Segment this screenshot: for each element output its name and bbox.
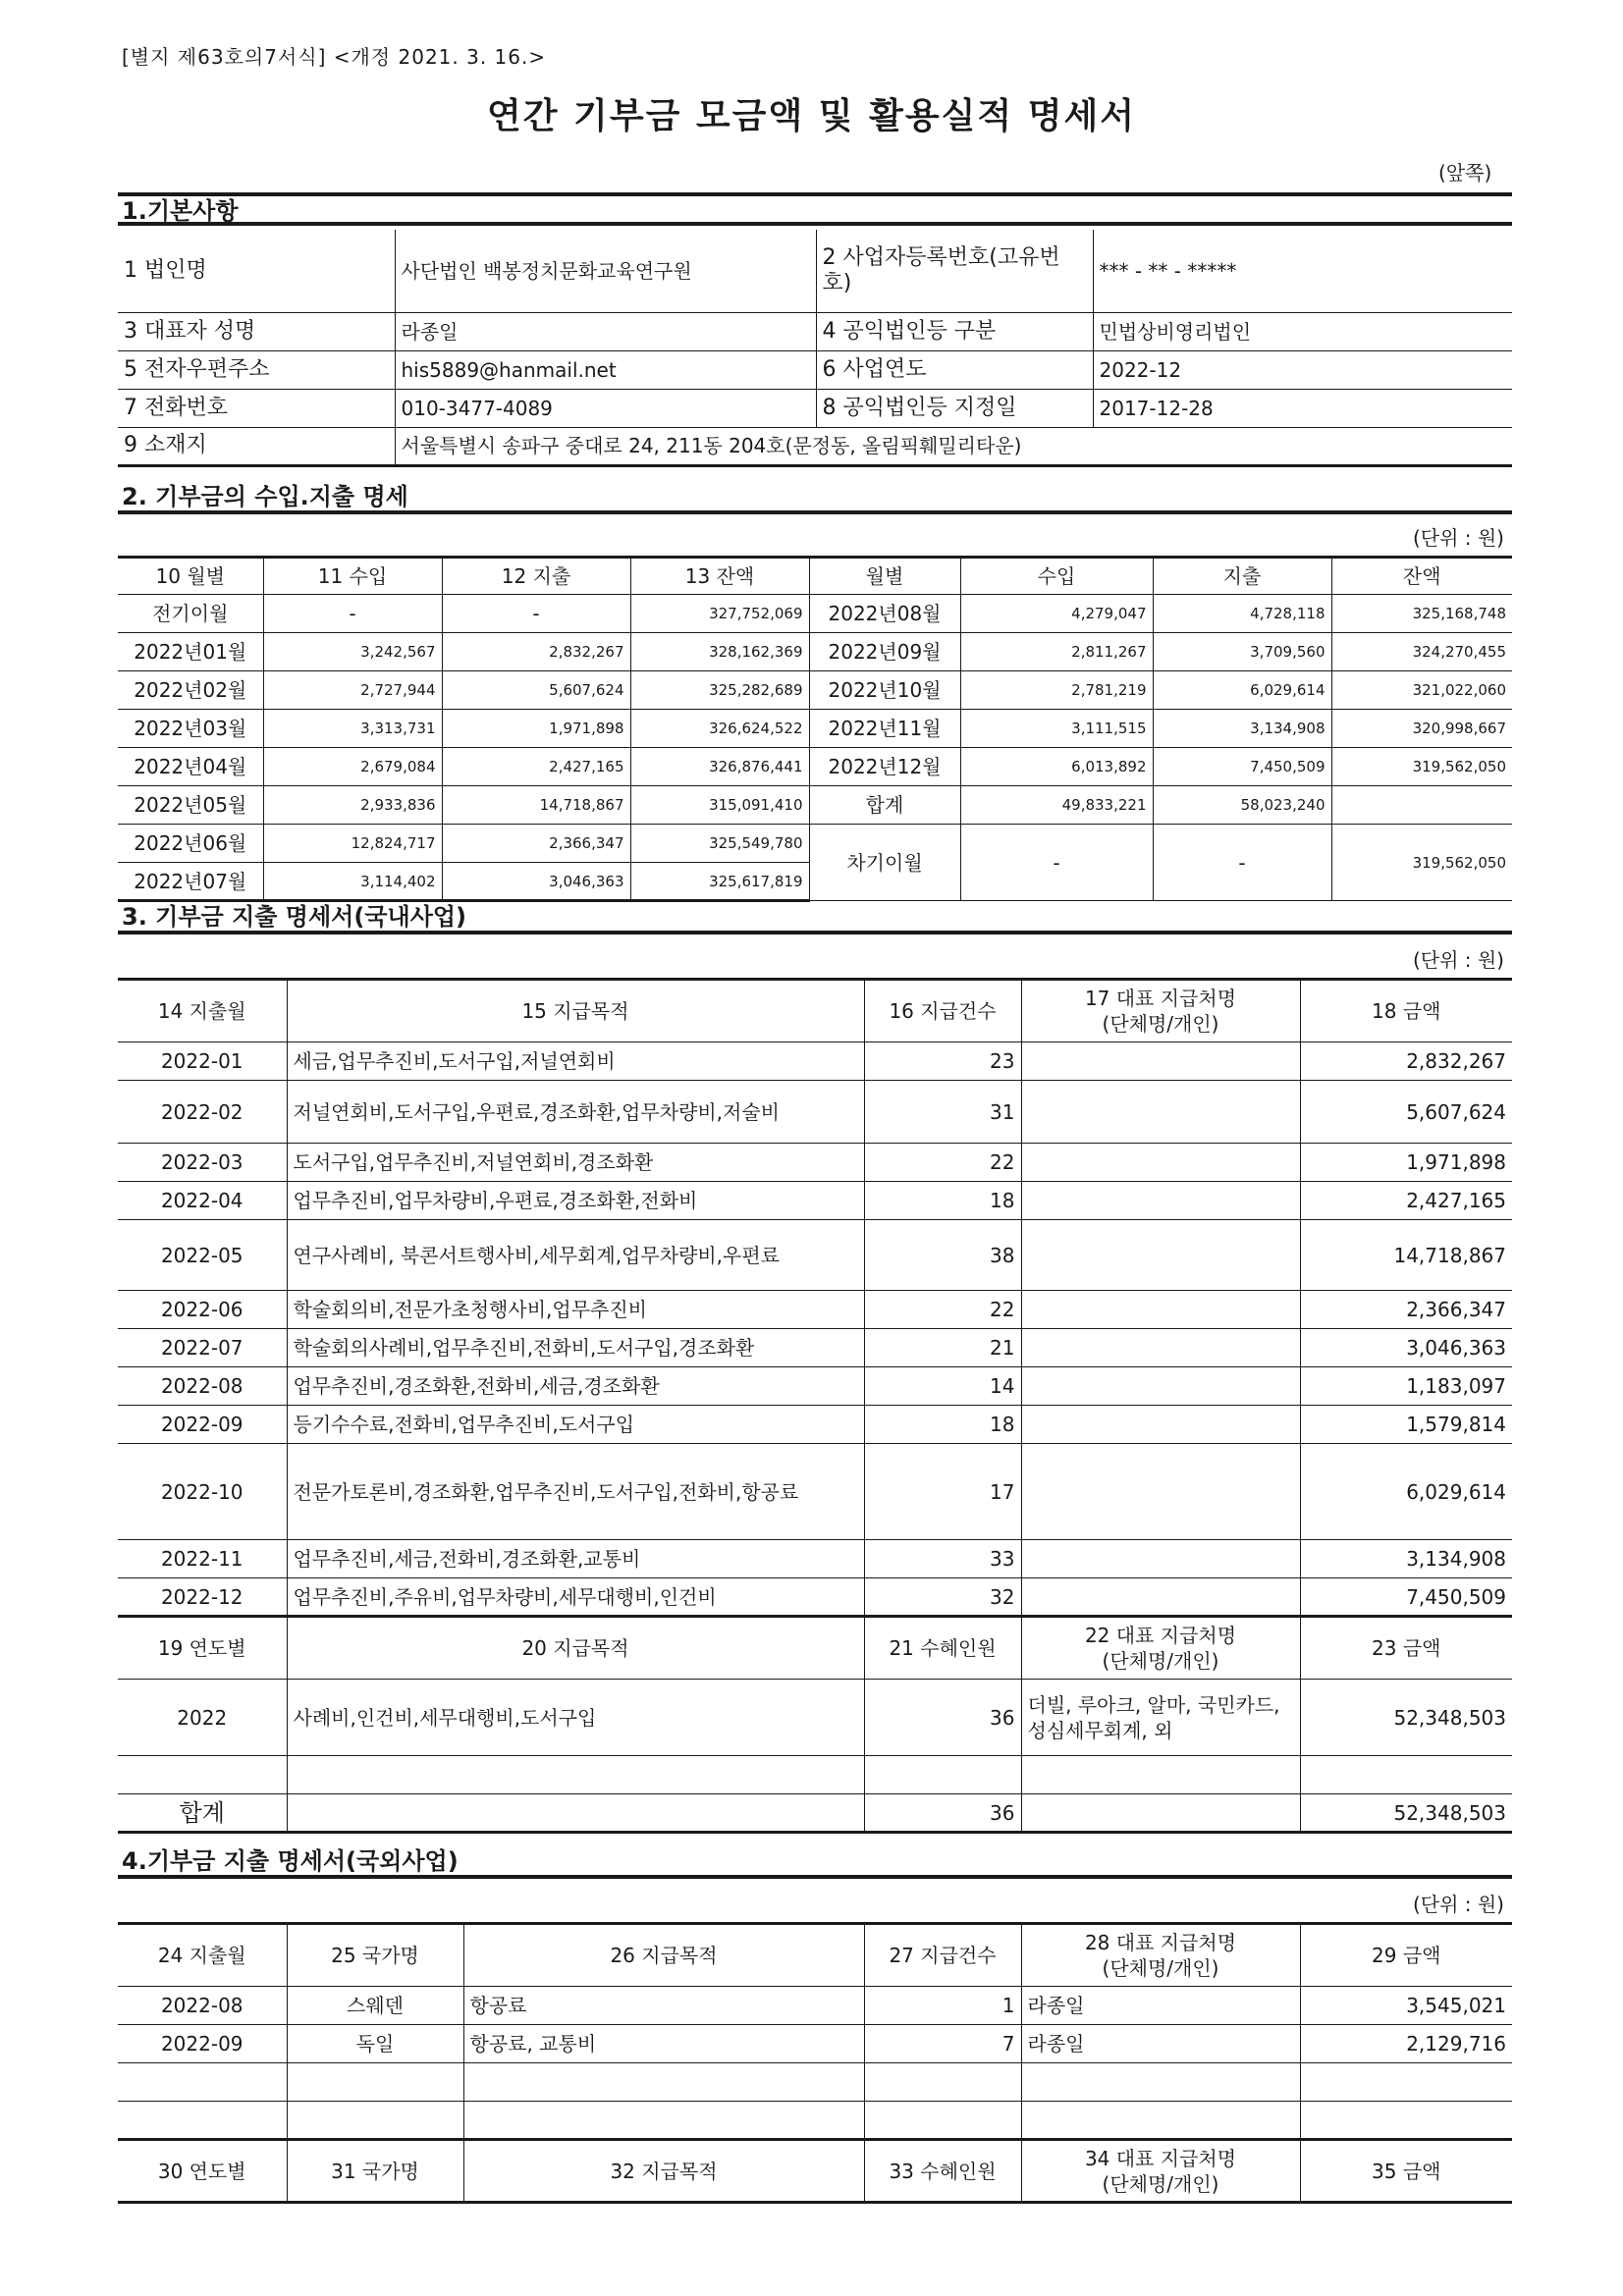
expense-total-cell: 58,023,240 xyxy=(1153,786,1331,825)
balance-cell: 319,562,050 xyxy=(1331,748,1512,786)
table-row xyxy=(118,2025,1512,2063)
balance-cell: 325,168,748 xyxy=(1331,595,1512,633)
representative-value: 라종일 xyxy=(395,312,816,350)
total-recipient-cell xyxy=(1021,1794,1300,1833)
col-income-header: 11 수입 xyxy=(263,558,442,595)
purpose-cell: 전문가토론비,경조화환,업무추진비,도서구입,전화비,항공료 xyxy=(287,1444,864,1540)
month-cell: 2022-02 xyxy=(118,1081,287,1144)
amount-cell: 1,183,097 xyxy=(1300,1367,1512,1406)
total-amount-cell: 52,348,503 xyxy=(1300,1794,1512,1833)
month-cell: 2022년05월 xyxy=(118,786,263,825)
month-cell: 2022년02월 xyxy=(118,671,263,710)
fiscal-year-value: 2022-12 xyxy=(1093,350,1512,389)
col-amount-header: 35 금액 xyxy=(1300,2140,1512,2203)
corp-name-label: 1 법인명 xyxy=(118,230,395,312)
expense-cell: 1,971,898 xyxy=(442,710,630,748)
carry-forward-balance: 319,562,050 xyxy=(1331,825,1512,901)
count-cell: 7 xyxy=(864,2025,1021,2063)
col-country-header: 25 국가명 xyxy=(287,1924,463,1987)
purpose-cell: 항공료, 교통비 xyxy=(463,2025,864,2063)
amount-cell: 3,134,908 xyxy=(1300,1540,1512,1578)
recipient-cell xyxy=(1021,1144,1300,1182)
col-recipient-header: 28 대표 지급처명 (단체명/개인) xyxy=(1021,1924,1300,1987)
corp-type-value: 민법상비영리법인 xyxy=(1093,312,1512,350)
recipient-cell xyxy=(1021,1182,1300,1220)
month-cell: 2022년09월 xyxy=(809,633,960,671)
amount-cell: 1,971,898 xyxy=(1300,1144,1512,1182)
table-row xyxy=(118,1578,1512,1617)
section-3-title: 3. 기부금 지출 명세서(국내사업) xyxy=(118,901,1512,934)
balance-cell: 326,624,522 xyxy=(630,710,809,748)
income-cell: 3,313,731 xyxy=(263,710,442,748)
income-expense-table xyxy=(118,556,1512,902)
count-cell: 21 xyxy=(864,1329,1021,1367)
table-row xyxy=(118,1406,1512,1444)
form-number: [별지 제63호의7서식] <개정 2021. 3. 16.> xyxy=(122,45,547,69)
corp-type-label: 4 공익법인등 구분 xyxy=(816,312,1093,350)
section-2-unit: (단위 : 원) xyxy=(1412,526,1504,550)
basic-info-row xyxy=(118,389,1512,427)
col-beneficiary-header: 21 수혜인원 xyxy=(864,1617,1021,1680)
phone-label: 7 전화번호 xyxy=(118,389,395,427)
amount-cell: 3,046,363 xyxy=(1300,1329,1512,1367)
designation-date-label: 8 공익법인등 지정일 xyxy=(816,389,1093,427)
expense-cell: 2,366,347 xyxy=(442,825,630,863)
balance-cell: 325,617,819 xyxy=(630,863,809,901)
income-cell: - xyxy=(263,595,442,633)
expense-cell: - xyxy=(442,595,630,633)
month-cell: 2022-04 xyxy=(118,1182,287,1220)
beneficiary-count-cell: 36 xyxy=(864,1680,1021,1756)
business-no-label: 2 사업자등록번호(고유번호) xyxy=(816,230,1093,312)
carry-forward-income: - xyxy=(960,825,1153,901)
table-row xyxy=(118,671,1512,710)
income-cell: 6,013,892 xyxy=(960,748,1153,786)
carry-forward-label: 차기이월 xyxy=(809,825,960,901)
amount-cell: 1,579,814 xyxy=(1300,1406,1512,1444)
amount-cell: 14,718,867 xyxy=(1300,1220,1512,1291)
amount-cell: 6,029,614 xyxy=(1300,1444,1512,1540)
count-cell: 17 xyxy=(864,1444,1021,1540)
purpose-cell: 학술회의비,전문가초청행사비,업무추진비 xyxy=(287,1291,864,1329)
total-purpose-cell xyxy=(287,1794,864,1833)
table-row xyxy=(118,1329,1512,1367)
purpose-cell: 세금,업무추진비,도서구입,저널연회비 xyxy=(287,1042,864,1081)
col-amount-header: 23 금액 xyxy=(1300,1617,1512,1680)
col-year-header: 19 연도별 xyxy=(118,1617,287,1680)
count-cell: 18 xyxy=(864,1182,1021,1220)
balance-total-cell xyxy=(1331,786,1512,825)
balance-cell: 324,270,455 xyxy=(1331,633,1512,671)
expense-cell: 3,709,560 xyxy=(1153,633,1331,671)
overseas-yearly-header-row xyxy=(118,2140,1512,2203)
count-cell: 38 xyxy=(864,1220,1021,1291)
col-purpose-header: 26 지급목적 xyxy=(463,1924,864,1987)
table-row xyxy=(118,1680,1512,1756)
col-amount-header: 29 금액 xyxy=(1300,1924,1512,1987)
col-recipient-header: 22 대표 지급처명 (단체명/개인) xyxy=(1021,1617,1300,1680)
table-row xyxy=(118,1987,1512,2025)
income-cell: 3,114,402 xyxy=(263,863,442,901)
month-cell: 2022년08월 xyxy=(809,595,960,633)
corp-name-value: 사단법인 백봉정치문화교육연구원 xyxy=(395,230,816,312)
income-cell: 2,781,219 xyxy=(960,671,1153,710)
basic-info-row xyxy=(118,350,1512,389)
col-balance-header-2: 잔액 xyxy=(1331,558,1512,595)
recipient-cell xyxy=(1021,1444,1300,1540)
expense-cell: 3,134,908 xyxy=(1153,710,1331,748)
month-cell: 2022-10 xyxy=(118,1444,287,1540)
recipient-cell xyxy=(1021,1042,1300,1081)
table-row xyxy=(118,748,1512,786)
year-cell: 2022 xyxy=(118,1680,287,1756)
count-cell: 22 xyxy=(864,1144,1021,1182)
income-cell: 4,279,047 xyxy=(960,595,1153,633)
purpose-cell: 학술회의사례비,업무추진비,전화비,도서구입,경조화환 xyxy=(287,1329,864,1367)
month-cell: 2022년01월 xyxy=(118,633,263,671)
table-row xyxy=(118,1182,1512,1220)
month-cell: 2022년12월 xyxy=(809,748,960,786)
col-recipient-header: 34 대표 지급처명 (단체명/개인) xyxy=(1021,2140,1300,2203)
balance-cell: 325,549,780 xyxy=(630,825,809,863)
count-cell: 32 xyxy=(864,1578,1021,1617)
table-row xyxy=(118,595,1512,633)
col-purpose-header: 32 지급목적 xyxy=(463,2140,864,2203)
basic-info-row xyxy=(118,230,1512,312)
month-cell: 2022-12 xyxy=(118,1578,287,1617)
expense-cell: 2,427,165 xyxy=(442,748,630,786)
month-cell: 2022-05 xyxy=(118,1220,287,1291)
purpose-cell: 도서구입,업무추진비,저널연회비,경조화환 xyxy=(287,1144,864,1182)
table-row xyxy=(118,2063,1512,2102)
month-cell: 2022-09 xyxy=(118,2025,287,2063)
section-1-title: 1.기본사항 xyxy=(118,192,1512,226)
table-row xyxy=(118,1444,1512,1540)
amount-cell: 2,129,716 xyxy=(1300,2025,1512,2063)
basic-info-row xyxy=(118,427,1512,465)
recipient-cell xyxy=(1021,1291,1300,1329)
section-2-title: 2. 기부금의 수입.지출 명세 xyxy=(118,481,1512,514)
balance-cell: 328,162,369 xyxy=(630,633,809,671)
table-row xyxy=(118,1144,1512,1182)
col-balance-header: 13 잔액 xyxy=(630,558,809,595)
month-cell: 2022-03 xyxy=(118,1144,287,1182)
month-cell: 2022-07 xyxy=(118,1329,287,1367)
count-cell: 31 xyxy=(864,1081,1021,1144)
balance-cell: 320,998,667 xyxy=(1331,710,1512,748)
basic-info-row xyxy=(118,312,1512,350)
month-cell: 2022년06월 xyxy=(118,825,263,863)
purpose-cell: 업무추진비,경조화환,전화비,세금,경조화환 xyxy=(287,1367,864,1406)
expense-cell: 5,607,624 xyxy=(442,671,630,710)
col-month-header: 24 지출월 xyxy=(118,1924,287,1987)
total-row xyxy=(118,1794,1512,1833)
purpose-cell: 등기수수료,전화비,업무추진비,도서구입 xyxy=(287,1406,864,1444)
fiscal-year-label: 6 사업연도 xyxy=(816,350,1093,389)
count-cell: 33 xyxy=(864,1540,1021,1578)
income-cell: 3,242,567 xyxy=(263,633,442,671)
month-cell: 2022-06 xyxy=(118,1291,287,1329)
recipient-cell xyxy=(1021,1367,1300,1406)
total-count-cell: 36 xyxy=(864,1794,1021,1833)
col-beneficiary-header: 33 수혜인원 xyxy=(864,2140,1021,2203)
expense-cell: 7,450,509 xyxy=(1153,748,1331,786)
table-row xyxy=(118,1367,1512,1406)
income-cell: 2,933,836 xyxy=(263,786,442,825)
month-cell: 2022-11 xyxy=(118,1540,287,1578)
col-recipient-header: 17 대표 지급처명 (단체명/개인) xyxy=(1021,980,1300,1042)
income-cell: 12,824,717 xyxy=(263,825,442,863)
month-cell: 2022년11월 xyxy=(809,710,960,748)
recipient-cell xyxy=(1021,1578,1300,1617)
col-expense-header: 12 지출 xyxy=(442,558,630,595)
purpose-cell: 저널연회비,도서구입,우편료,경조화환,업무차량비,저술비 xyxy=(287,1081,864,1144)
count-cell: 23 xyxy=(864,1042,1021,1081)
business-no-value: *** - ** - ***** xyxy=(1093,230,1512,312)
basic-info-table xyxy=(118,230,1512,467)
month-cell: 2022-09 xyxy=(118,1406,287,1444)
count-cell: 1 xyxy=(864,1987,1021,2025)
balance-cell: 315,091,410 xyxy=(630,786,809,825)
balance-cell: 321,022,060 xyxy=(1331,671,1512,710)
amount-cell: 52,348,503 xyxy=(1300,1680,1512,1756)
recipient-cell: 라종일 xyxy=(1021,1987,1300,2025)
month-cell: 2022년03월 xyxy=(118,710,263,748)
col-income-header-2: 수입 xyxy=(960,558,1153,595)
recipient-cell xyxy=(1021,1081,1300,1144)
income-cell: 3,111,515 xyxy=(960,710,1153,748)
income-cell: 2,727,944 xyxy=(263,671,442,710)
representative-label: 3 대표자 성명 xyxy=(118,312,395,350)
month-cell: 2022-01 xyxy=(118,1042,287,1081)
month-cell: 2022-08 xyxy=(118,1367,287,1406)
recipient-cell xyxy=(1021,1540,1300,1578)
yearly-header-row xyxy=(118,1617,1512,1680)
col-month-header-2: 월별 xyxy=(809,558,960,595)
purpose-cell: 업무추진비,업무차량비,우편료,경조화환,전화비 xyxy=(287,1182,864,1220)
overseas-header-row xyxy=(118,1924,1512,1987)
col-purpose-header: 15 지급목적 xyxy=(287,980,864,1042)
amount-cell: 3,545,021 xyxy=(1300,1987,1512,2025)
col-country-header: 31 국가명 xyxy=(287,2140,463,2203)
count-cell: 14 xyxy=(864,1367,1021,1406)
balance-cell: 327,752,069 xyxy=(630,595,809,633)
count-cell: 22 xyxy=(864,1291,1021,1329)
month-cell: 2022-08 xyxy=(118,1987,287,2025)
section-3-unit: (단위 : 원) xyxy=(1412,948,1504,972)
expense-cell: 6,029,614 xyxy=(1153,671,1331,710)
table-row xyxy=(118,1042,1512,1081)
income-total-cell: 49,833,221 xyxy=(960,786,1153,825)
address-value: 서울특별시 송파구 중대로 24, 211동 204호(문정동, 올림픽훼밀리타운) xyxy=(395,427,1512,465)
amount-cell: 2,366,347 xyxy=(1300,1291,1512,1329)
address-label: 9 소재지 xyxy=(118,427,395,465)
col-count-header: 27 지급건수 xyxy=(864,1924,1021,1987)
table-row xyxy=(118,1081,1512,1144)
carry-forward-expense: - xyxy=(1153,825,1331,901)
col-purpose-header: 20 지급목적 xyxy=(287,1617,864,1680)
page-side-note: (앞쪽) xyxy=(1438,161,1492,185)
expense-cell: 14,718,867 xyxy=(442,786,630,825)
table-row xyxy=(118,710,1512,748)
phone-value: 010-3477-4089 xyxy=(395,389,816,427)
recipient-cell: 라종일 xyxy=(1021,2025,1300,2063)
income-expense-header-row xyxy=(118,558,1512,595)
income-cell: 2,679,084 xyxy=(263,748,442,786)
month-cell: 2022년10월 xyxy=(809,671,960,710)
col-expense-header-2: 지출 xyxy=(1153,558,1331,595)
table-row xyxy=(118,1540,1512,1578)
table-row xyxy=(118,1220,1512,1291)
table-row xyxy=(118,1756,1512,1794)
amount-cell: 2,832,267 xyxy=(1300,1042,1512,1081)
recipient-cell: 더빌, 루아크, 알마, 국민카드, 성심세무회계, 외 xyxy=(1021,1680,1300,1756)
document-title: 연간 기부금 모금액 및 활용실적 명세서 xyxy=(486,96,1137,136)
count-cell: 18 xyxy=(864,1406,1021,1444)
expense-cell: 4,728,118 xyxy=(1153,595,1331,633)
total-label-cell: 합계 xyxy=(809,786,960,825)
country-cell: 스웨덴 xyxy=(287,1987,463,2025)
recipient-cell xyxy=(1021,1329,1300,1367)
total-label: 합계 xyxy=(118,1794,287,1833)
table-row xyxy=(118,633,1512,671)
purpose-cell: 항공료 xyxy=(463,1987,864,2025)
recipient-cell xyxy=(1021,1406,1300,1444)
country-cell: 독일 xyxy=(287,2025,463,2063)
table-row xyxy=(118,2102,1512,2140)
table-row xyxy=(118,825,1512,863)
col-count-header: 16 지급건수 xyxy=(864,980,1021,1042)
month-cell: 2022년04월 xyxy=(118,748,263,786)
section-4-title: 4.기부금 지출 명세서(국외사업) xyxy=(118,1845,1512,1879)
section-4-unit: (단위 : 원) xyxy=(1412,1893,1504,1916)
recipient-cell xyxy=(1021,1220,1300,1291)
balance-cell: 325,282,689 xyxy=(630,671,809,710)
amount-cell: 2,427,165 xyxy=(1300,1182,1512,1220)
amount-cell: 7,450,509 xyxy=(1300,1578,1512,1617)
overseas-expense-table xyxy=(118,1922,1512,2204)
email-value: his5889@hanmail.net xyxy=(395,350,816,389)
domestic-header-row xyxy=(118,980,1512,1042)
purpose-cell: 연구사례비, 북콘서트행사비,세무회계,업무차량비,우편료 xyxy=(287,1220,864,1291)
purpose-cell: 사례비,인건비,세무대행비,도서구입 xyxy=(287,1680,864,1756)
amount-cell: 5,607,624 xyxy=(1300,1081,1512,1144)
table-row xyxy=(118,1291,1512,1329)
expense-cell: 2,832,267 xyxy=(442,633,630,671)
month-cell: 2022년07월 xyxy=(118,863,263,901)
designation-date-value: 2017-12-28 xyxy=(1093,389,1512,427)
month-cell: 전기이월 xyxy=(118,595,263,633)
income-cell: 2,811,267 xyxy=(960,633,1153,671)
table-row xyxy=(118,786,1512,825)
col-month-header: 10 월별 xyxy=(118,558,263,595)
email-label: 5 전자우편주소 xyxy=(118,350,395,389)
col-month-header: 14 지출월 xyxy=(118,980,287,1042)
purpose-cell: 업무추진비,세금,전화비,경조화환,교통비 xyxy=(287,1540,864,1578)
balance-cell: 326,876,441 xyxy=(630,748,809,786)
purpose-cell: 업무추진비,주유비,업무차량비,세무대행비,인건비 xyxy=(287,1578,864,1617)
expense-cell: 3,046,363 xyxy=(442,863,630,901)
col-year-header: 30 연도별 xyxy=(118,2140,287,2203)
domestic-expense-table xyxy=(118,978,1512,1834)
col-amount-header: 18 금액 xyxy=(1300,980,1512,1042)
